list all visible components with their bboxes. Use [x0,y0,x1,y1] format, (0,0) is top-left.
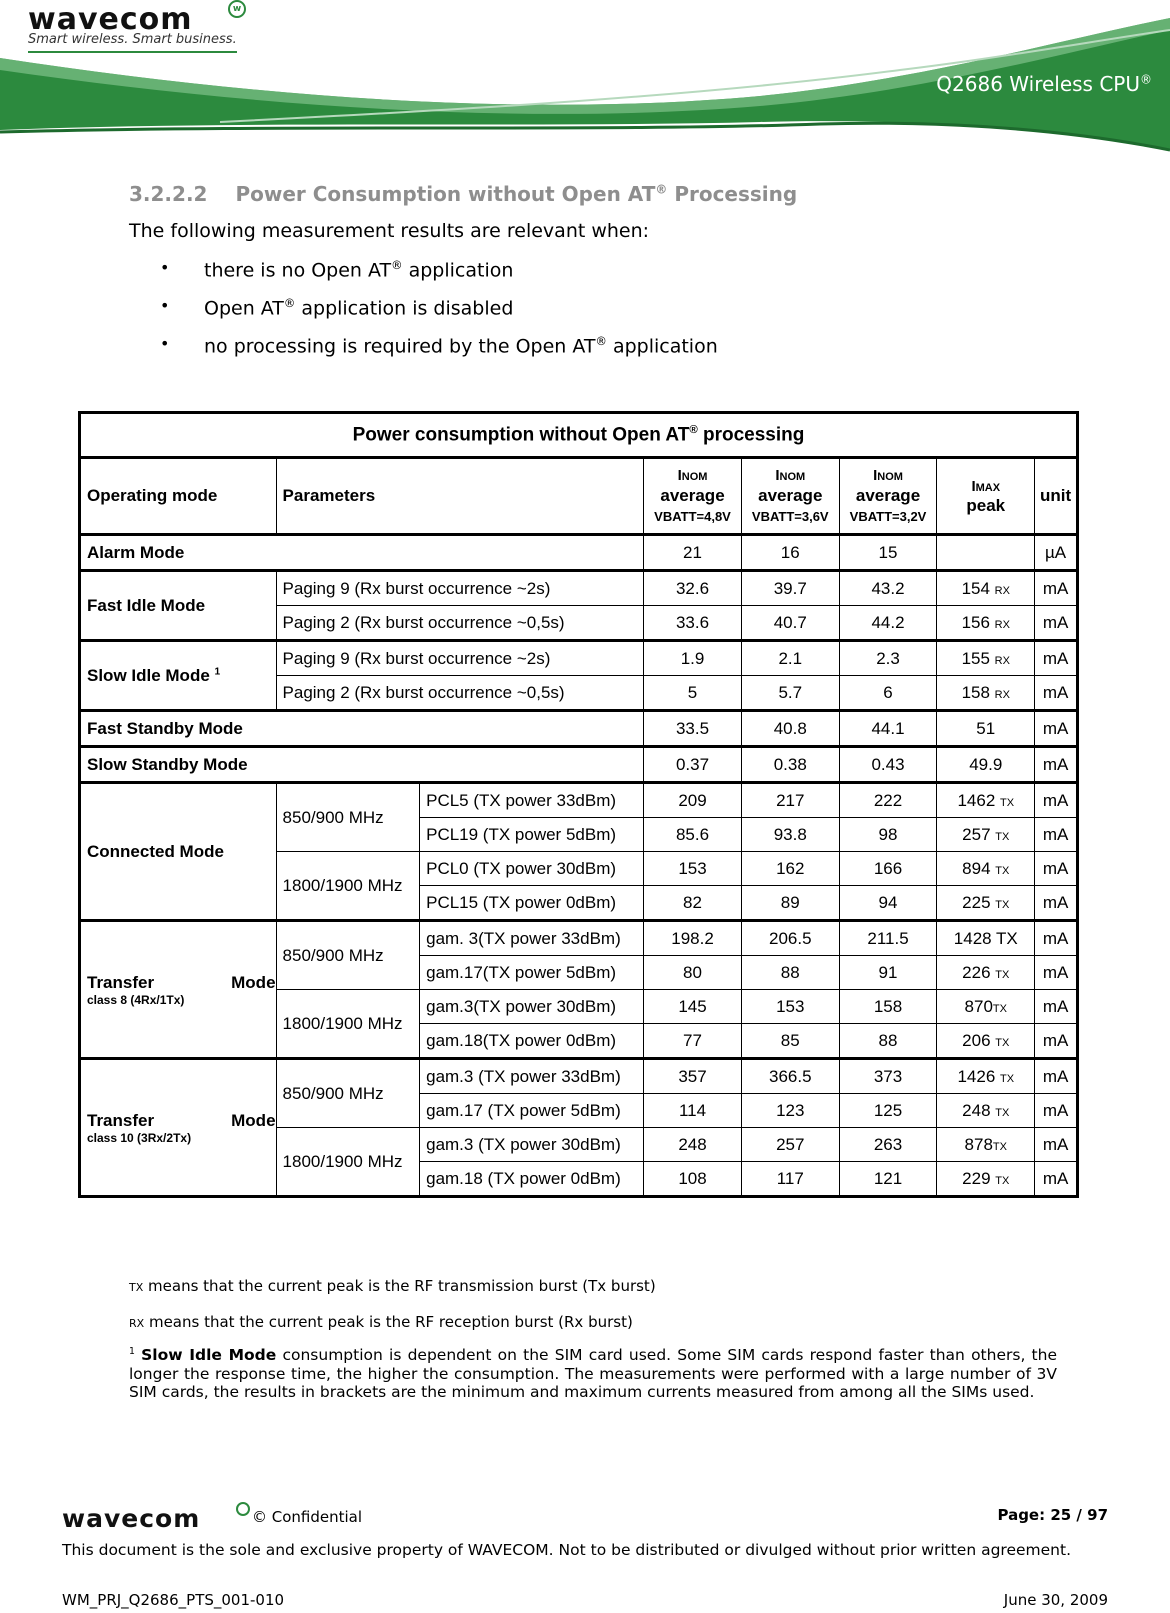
header-imax-peak: IMAX peak [937,458,1035,535]
cell: 0.43 [839,747,937,783]
band-label: 850/900 MHz [276,1059,420,1128]
cell: gam.3 (TX power 30dBm) [420,1128,644,1162]
section-title: Power Consumption without Open AT [235,182,656,206]
cell: mA [1035,852,1078,886]
mode-label: Connected Mode [80,783,277,921]
list-item: • there is no Open AT® application [160,258,718,296]
cell: 248 TX [937,1094,1035,1128]
cell: 366.5 [741,1059,839,1094]
cell: 5 [644,676,742,711]
cell: 894 TX [937,852,1035,886]
cell: 33.6 [644,606,742,641]
table-row [80,571,1078,606]
cell: 209 [644,783,742,818]
header-inom-48: INOM average VBATT=4,8V [644,458,742,535]
cell: 125 [839,1094,937,1128]
note-tx: TX means that the current peak is the RF transmission burst (Tx burst) [129,1277,656,1295]
cell: gam.3(TX power 30dBm) [420,990,644,1024]
table-caption: Power consumption without Open AT® processing [80,413,1078,458]
cell: 117 [741,1162,839,1197]
disclaimer: This document is the sole and exclusive property of WAVECOM. Not to be distributed or divulged without prior written agreement. [62,1541,1071,1559]
list-item: • no processing is required by the Open AT® application [160,334,718,372]
header-operating-mode: Operating mode [80,458,277,535]
mode-label: Fast Idle Mode [80,571,277,641]
cell: mA [1035,990,1078,1024]
header-inom-32: INOM average VBATT=3,2V [839,458,937,535]
list-item: • Open AT® application is disabled [160,296,718,334]
footer-logo-mark-icon [236,1502,250,1516]
cell: 2.3 [839,641,937,676]
cell: mA [1035,818,1078,852]
cell: 158 [839,990,937,1024]
cell: 123 [741,1094,839,1128]
cell: 89 [741,886,839,921]
cell: mA [1035,1128,1078,1162]
cell: 226 TX [937,956,1035,990]
cell: 43.2 [839,571,937,606]
cell: mA [1035,711,1078,747]
cell: 44.1 [839,711,937,747]
table-row [80,641,1078,676]
cell: 1426 TX [937,1059,1035,1094]
mode-label: Slow Idle Mode $^1$ [80,641,277,711]
band-label: 850/900 MHz [276,783,420,852]
cell: mA [1035,1162,1078,1197]
cell: 85 [741,1024,839,1059]
cell: 16 [741,535,839,571]
cell: 162 [741,852,839,886]
table-row [80,535,1078,571]
cell: 166 [839,852,937,886]
footnote: $^1$ Slow Idle Mode consumption is dependent on the SIM card used. Some SIM cards respond faster than others, the longer the response time, the higher the consumption. The measurements were performed with a large number of 3V SIM cards, the results in brackets are the minimum and maximum currents measured from among all the SIMs used. [129,1346,1057,1402]
cell: 108 [644,1162,742,1197]
cell: 77 [644,1024,742,1059]
cell: 878TX [937,1128,1035,1162]
band-label: 1800/1900 MHz [276,1128,420,1197]
cell: µA [1035,535,1078,571]
cell: 257 TX [937,818,1035,852]
section-heading: 3.2.2.2 Power Consumption without Open AT® Processing [129,182,798,206]
mode-label: Fast Standby Mode [80,711,644,747]
table-row [80,1059,1078,1094]
mode-label: Transfer Mode class 8 (4Rx/1Tx) [80,921,277,1059]
cell: Paging 2 (Rx burst occurrence ~0,5s) [276,676,644,711]
cell: mA [1035,1059,1078,1094]
section-number: 3.2.2.2 [129,182,208,206]
band-label: 850/900 MHz [276,921,420,990]
cell: 49.9 [937,747,1035,783]
mode-label: Slow Standby Mode [80,747,644,783]
band-label: 1800/1900 MHz [276,852,420,921]
tagline: Smart wireless. Smart business. [28,32,237,53]
cell: mA [1035,676,1078,711]
cell: 85.6 [644,818,742,852]
cell: 121 [839,1162,937,1197]
cell: 5.7 [741,676,839,711]
cell: 155 RX [937,641,1035,676]
footer-wavecom-logo: wavecom [62,1504,201,1533]
power-consumption-table [78,411,1079,1198]
cell: 33.5 [644,711,742,747]
cell: 870TX [937,990,1035,1024]
page-number: Page: 25 / 97 [997,1506,1108,1524]
cell: 0.38 [741,747,839,783]
cell: 229 TX [937,1162,1035,1197]
table-header-row [80,458,1078,535]
cell: mA [1035,783,1078,818]
cell: gam.18 (TX power 0dBm) [420,1162,644,1197]
cell: 40.8 [741,711,839,747]
table-row [80,921,1078,956]
cell: mA [1035,1024,1078,1059]
cell: 153 [741,990,839,1024]
cell: gam.18(TX power 0dBm) [420,1024,644,1059]
document-reference: WM_PRJ_Q2686_PTS_001-010 [62,1591,285,1609]
cell: 98 [839,818,937,852]
cell: 88 [741,956,839,990]
cell: 1428 TX [937,921,1035,956]
table-row [80,783,1078,818]
cell: 114 [644,1094,742,1128]
cell: 51 [937,711,1035,747]
table-row [80,711,1078,747]
cell: 156 RX [937,606,1035,641]
cell: Paging 2 (Rx burst occurrence ~0,5s) [276,606,644,641]
cell: mA [1035,606,1078,641]
cell: 39.7 [741,571,839,606]
cell: mA [1035,956,1078,990]
cell: 1462 TX [937,783,1035,818]
condition-list [160,258,718,372]
mode-label: Transfer Mode class 10 (3Rx/2Tx) [80,1059,277,1197]
cell: mA [1035,1094,1078,1128]
cell: 158 RX [937,676,1035,711]
product-title: Q2686 Wireless CPU® [936,72,1152,96]
cell: Paging 9 (Rx burst occurrence ~2s) [276,571,644,606]
cell: 154 RX [937,571,1035,606]
cell: 32.6 [644,571,742,606]
mode-label: Alarm Mode [80,535,644,571]
header-inom-36: INOM average VBATT=3,6V [741,458,839,535]
note-rx: RX means that the current peak is the RF reception burst (Rx burst) [129,1313,633,1331]
cell: gam. 3(TX power 33dBm) [420,921,644,956]
cell: 88 [839,1024,937,1059]
cell: 40.7 [741,606,839,641]
cell: mA [1035,571,1078,606]
wavecom-logo: wavecom [28,2,193,37]
cell: 93.8 [741,818,839,852]
cell: PCL15 (TX power 0dBm) [420,886,644,921]
cell: 82 [644,886,742,921]
cell: 217 [741,783,839,818]
cell: 6 [839,676,937,711]
confidential-label: © Confidential [252,1508,363,1526]
cell: 1.9 [644,641,742,676]
cell: 198.2 [644,921,742,956]
cell: PCL0 (TX power 30dBm) [420,852,644,886]
cell: mA [1035,886,1078,921]
cell: 373 [839,1059,937,1094]
cell [937,535,1035,571]
cell: 15 [839,535,937,571]
cell: 153 [644,852,742,886]
cell: 44.2 [839,606,937,641]
header-parameters: Parameters [276,458,644,535]
cell: 263 [839,1128,937,1162]
cell: gam.17 (TX power 5dBm) [420,1094,644,1128]
cell: 21 [644,535,742,571]
band-label: 1800/1900 MHz [276,990,420,1059]
cell: Paging 9 (Rx burst occurrence ~2s) [276,641,644,676]
cell: mA [1035,641,1078,676]
cell: 0.37 [644,747,742,783]
cell: PCL5 (TX power 33dBm) [420,783,644,818]
intro-text: The following measurement results are relevant when: [129,220,650,242]
cell: 80 [644,956,742,990]
header-unit: unit [1035,458,1078,535]
table-row [80,747,1078,783]
logo-mark-icon: w [228,0,246,18]
cell: 206.5 [741,921,839,956]
cell: 222 [839,783,937,818]
cell: 248 [644,1128,742,1162]
cell: 2.1 [741,641,839,676]
cell: 94 [839,886,937,921]
cell: 206 TX [937,1024,1035,1059]
cell: 211.5 [839,921,937,956]
cell: mA [1035,747,1078,783]
cell: gam.3 (TX power 33dBm) [420,1059,644,1094]
cell: 145 [644,990,742,1024]
cell: 91 [839,956,937,990]
cell: 225 TX [937,886,1035,921]
cell: 357 [644,1059,742,1094]
cell: PCL19 (TX power 5dBm) [420,818,644,852]
cell: 257 [741,1128,839,1162]
cell: mA [1035,921,1078,956]
document-date: June 30, 2009 [1003,1591,1108,1609]
cell: gam.17(TX power 5dBm) [420,956,644,990]
